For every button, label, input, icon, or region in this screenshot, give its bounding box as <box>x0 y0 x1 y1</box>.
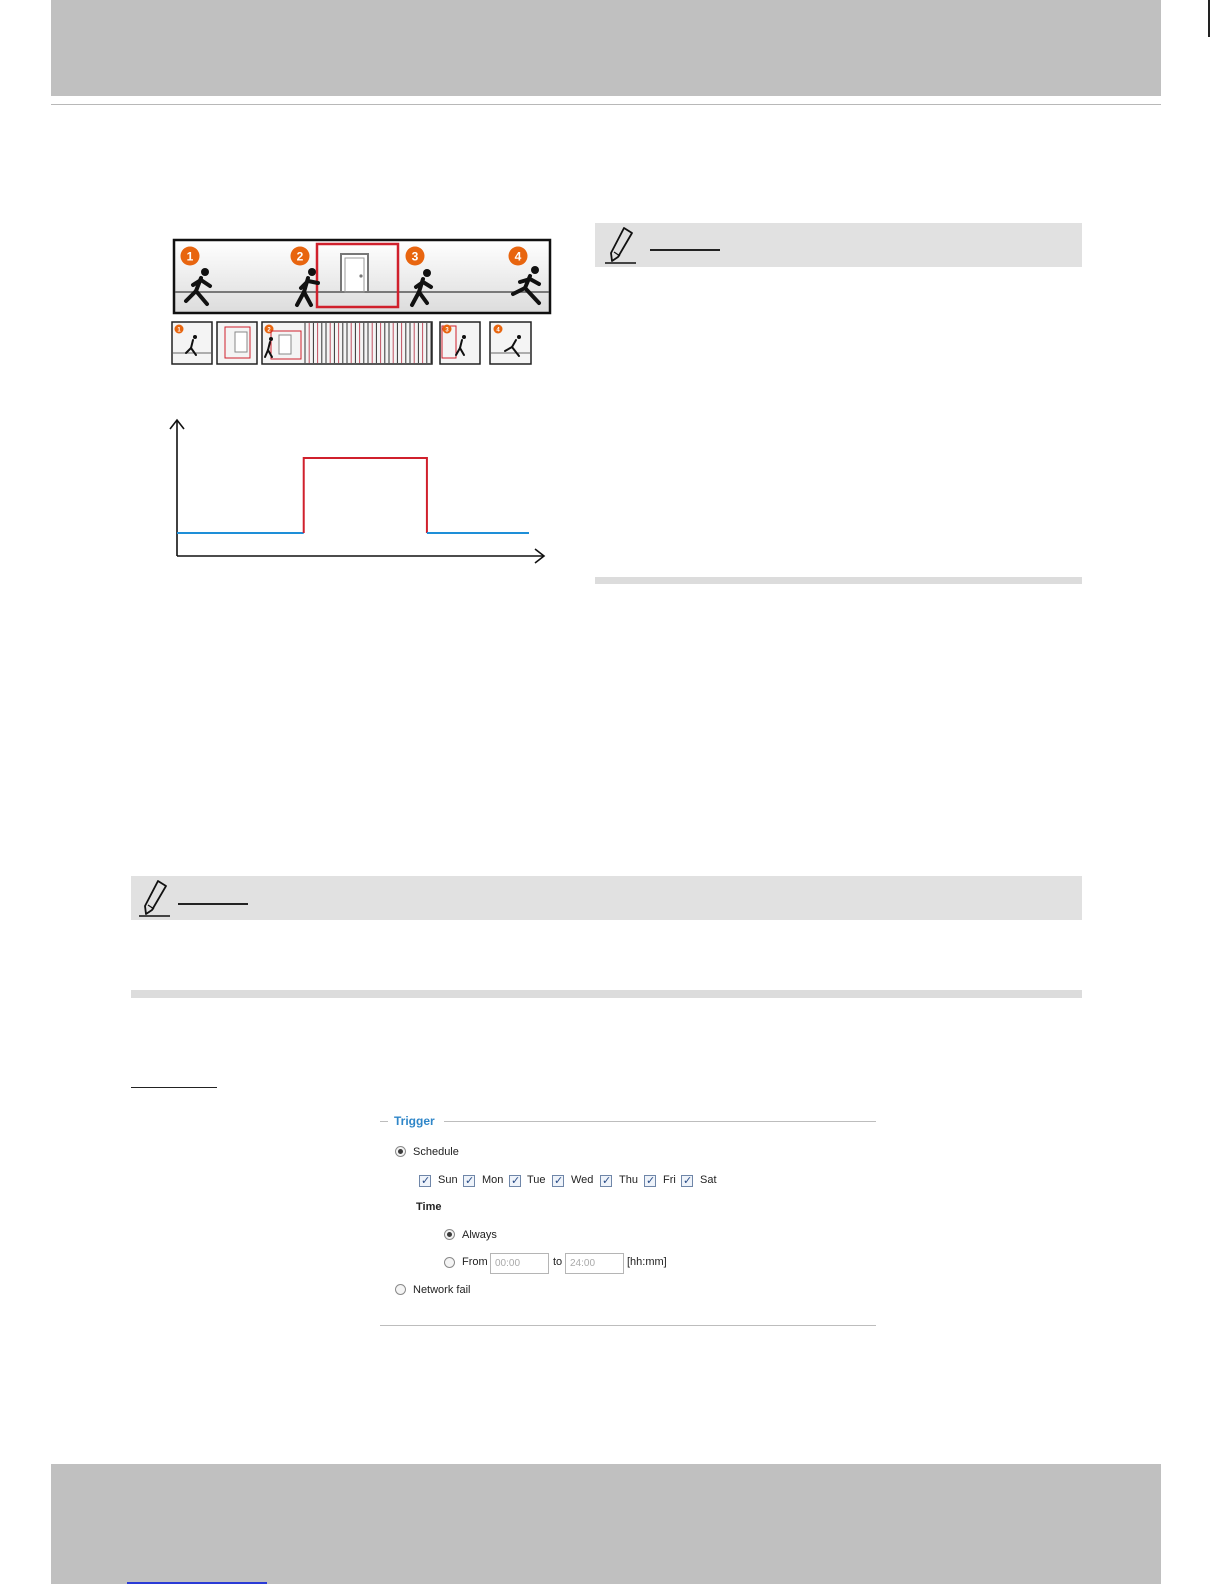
note-box-1-footer <box>595 577 1082 584</box>
day-checkbox-sat[interactable] <box>681 1175 693 1187</box>
header-divider <box>51 104 1161 105</box>
scene-marker-3-label: 3 <box>411 249 419 264</box>
pencil-icon <box>602 225 642 269</box>
day-checkbox-sun[interactable] <box>419 1175 431 1187</box>
page-footer-bar <box>51 1464 1161 1584</box>
time-format-hint: [hh:mm] <box>627 1256 667 1268</box>
scene-marker-4-label: 4 <box>514 249 522 264</box>
thumbnail-1 <box>172 322 212 364</box>
thumbnail-2-label: 2 <box>267 327 271 334</box>
note-box-2-title-underline <box>178 903 248 905</box>
day-label-thu: Thu <box>619 1174 638 1186</box>
scene-marker-1-label: 1 <box>186 249 194 264</box>
fieldset-border-right <box>444 1121 876 1122</box>
note-box-1-header <box>595 223 1082 267</box>
day-label-wed: Wed <box>571 1174 594 1186</box>
page-edge-mark <box>1208 0 1210 37</box>
time-heading: Time <box>416 1201 442 1213</box>
to-time-input[interactable]: 24:00 <box>565 1253 624 1274</box>
thumbnail-4-label: 4 <box>496 327 500 334</box>
day-checkbox-thu[interactable] <box>600 1175 612 1187</box>
door-tamper-scene <box>165 235 555 375</box>
day-label-mon: Mon <box>482 1174 504 1186</box>
thumbnail-1-label: 1 <box>177 327 181 334</box>
trigger-legend: Trigger <box>394 1114 435 1128</box>
fieldset-border-left <box>380 1121 388 1122</box>
day-checkbox-tue[interactable] <box>509 1175 521 1187</box>
signal-series-2 <box>304 458 427 533</box>
section-heading-underline <box>131 1087 217 1088</box>
scene-marker-3 <box>406 247 425 266</box>
thumbnail-tamper-sequence <box>262 322 432 364</box>
note-box-2-header <box>131 876 1082 920</box>
chart-svg <box>165 412 555 572</box>
fieldset-border-bottom <box>380 1325 876 1326</box>
day-checkbox-wed[interactable] <box>552 1175 564 1187</box>
day-checkbox-mon[interactable] <box>463 1175 475 1187</box>
tamper-signal-chart <box>165 412 555 572</box>
from-label: From <box>462 1256 488 1268</box>
pencil-icon <box>136 878 176 922</box>
note-box-2-footer <box>131 990 1082 998</box>
to-label: to <box>553 1256 563 1268</box>
scene-marker-2 <box>291 247 310 266</box>
page-header-bar <box>51 0 1161 96</box>
day-label-sun: Sun <box>438 1174 458 1186</box>
day-label-fri: Fri <box>663 1174 676 1186</box>
thumbnail-3 <box>440 322 480 364</box>
day-label-sat: Sat <box>700 1174 717 1186</box>
scene-marker-1 <box>181 247 200 266</box>
scene-marker-2-label: 2 <box>296 249 304 264</box>
schedule-label: Schedule <box>413 1146 459 1158</box>
thumbnail-3-label: 3 <box>445 327 449 334</box>
network-fail-radio[interactable] <box>395 1284 406 1295</box>
always-label: Always <box>462 1229 497 1241</box>
day-checkbox-fri[interactable] <box>644 1175 656 1187</box>
thumbnail-4 <box>490 322 531 364</box>
network-fail-label: Network fail <box>413 1284 471 1296</box>
schedule-radio[interactable] <box>395 1146 406 1157</box>
thumbnail-door <box>217 322 257 364</box>
day-label-tue: Tue <box>527 1174 546 1186</box>
trigger-settings-panel <box>378 1108 878 1330</box>
scene-marker-4 <box>509 247 528 266</box>
from-radio[interactable] <box>444 1257 455 1268</box>
from-time-input[interactable]: 00:00 <box>490 1253 549 1274</box>
note-box-1-title-underline <box>650 249 720 251</box>
scene-svg <box>165 235 555 375</box>
always-radio[interactable] <box>444 1229 455 1240</box>
